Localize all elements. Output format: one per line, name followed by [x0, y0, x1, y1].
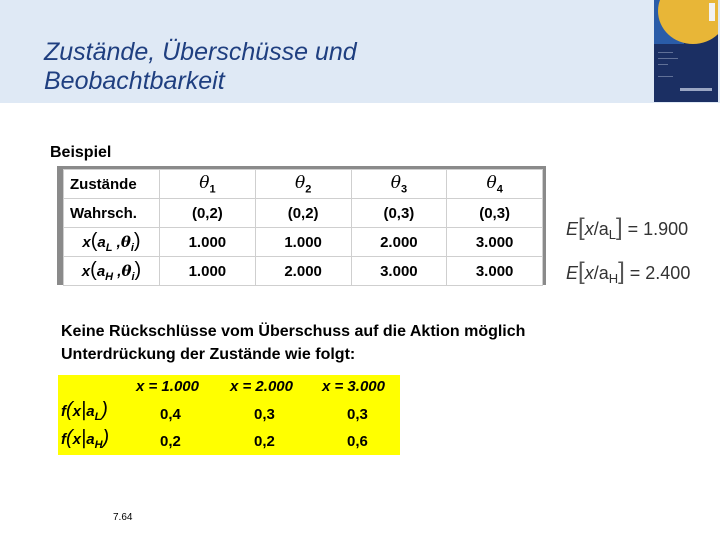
table-cell: 3.000 [447, 228, 543, 257]
expectation-aH-value: 2.400 [645, 263, 691, 283]
table-cell: 1.000 [255, 228, 351, 257]
body-text [61, 320, 525, 366]
table-cell: 2.000 [255, 257, 351, 286]
table-cell: 0,6 [347, 433, 368, 450]
body-line-1: Keine Rückschlüsse vom Überschuss auf die Aktion möglich [61, 323, 526, 340]
table-cell: 0,4 [160, 406, 181, 423]
table-row [64, 170, 543, 199]
table-cell: 1.000 [160, 257, 256, 286]
row-label-f-aH: $f(x|a_H)$ [61, 427, 110, 451]
state-header: $\theta_4$ [447, 170, 543, 199]
table-cell: (0,2) [255, 199, 351, 228]
title-line-1: Zustände, Überschüsse und [44, 38, 357, 66]
table-cell: 3.000 [447, 257, 543, 286]
table-row [64, 257, 543, 286]
table-row [64, 199, 543, 228]
row-label-x-aH: $x(a_H$ $,\theta_i$) [64, 257, 160, 286]
body-line-2: Unterdrückung der Zustände wie folgt: [61, 346, 356, 363]
table-cell: 2.000 [351, 228, 447, 257]
table-cell: 3.000 [351, 257, 447, 286]
row-label-x-aL: $x(a_L$ $,\theta_i$) [64, 228, 160, 257]
state-header: $\theta_3$ [351, 170, 447, 199]
prob-label: Wahrsch. [64, 199, 160, 228]
book-cover-thumbnail: ——— ———— —— ——— [654, 0, 718, 102]
slide-title [44, 38, 357, 96]
state-header: $\theta_2$ [255, 170, 351, 199]
section-label: Beispiel [50, 144, 112, 161]
table-cell: (0,3) [447, 199, 543, 228]
title-line-2: Beobachtbarkeit [44, 67, 225, 95]
page-number: 7.64 [113, 512, 133, 523]
table-cell: 1.000 [160, 228, 256, 257]
table-row [64, 228, 543, 257]
table-cell: 0,3 [347, 406, 368, 423]
table-cell: 0,2 [160, 433, 181, 450]
density-header: x = 1.000 [136, 378, 199, 395]
states-table [63, 169, 543, 286]
publisher-logo [680, 88, 712, 91]
density-header: x = 2.000 [230, 378, 293, 395]
density-header: x = 3.000 [322, 378, 385, 395]
table-cell: (0,3) [351, 199, 447, 228]
states-header-label: Zustände [64, 170, 160, 199]
table-cell: 0,3 [254, 406, 275, 423]
expectation-aL-value: 1.900 [643, 219, 689, 239]
density-table [58, 375, 400, 455]
table-cell: 0,2 [254, 433, 275, 450]
expectation-aH: $E[x/a_H] = 2.400$ [566, 258, 691, 286]
table-cell: (0,2) [160, 199, 256, 228]
expectation-aL: $E[x/a_L] = 1.900$ [566, 214, 689, 242]
row-label-f-aL: $f(x|a_L)$ [61, 399, 108, 423]
state-header: $\theta_1$ [160, 170, 256, 199]
